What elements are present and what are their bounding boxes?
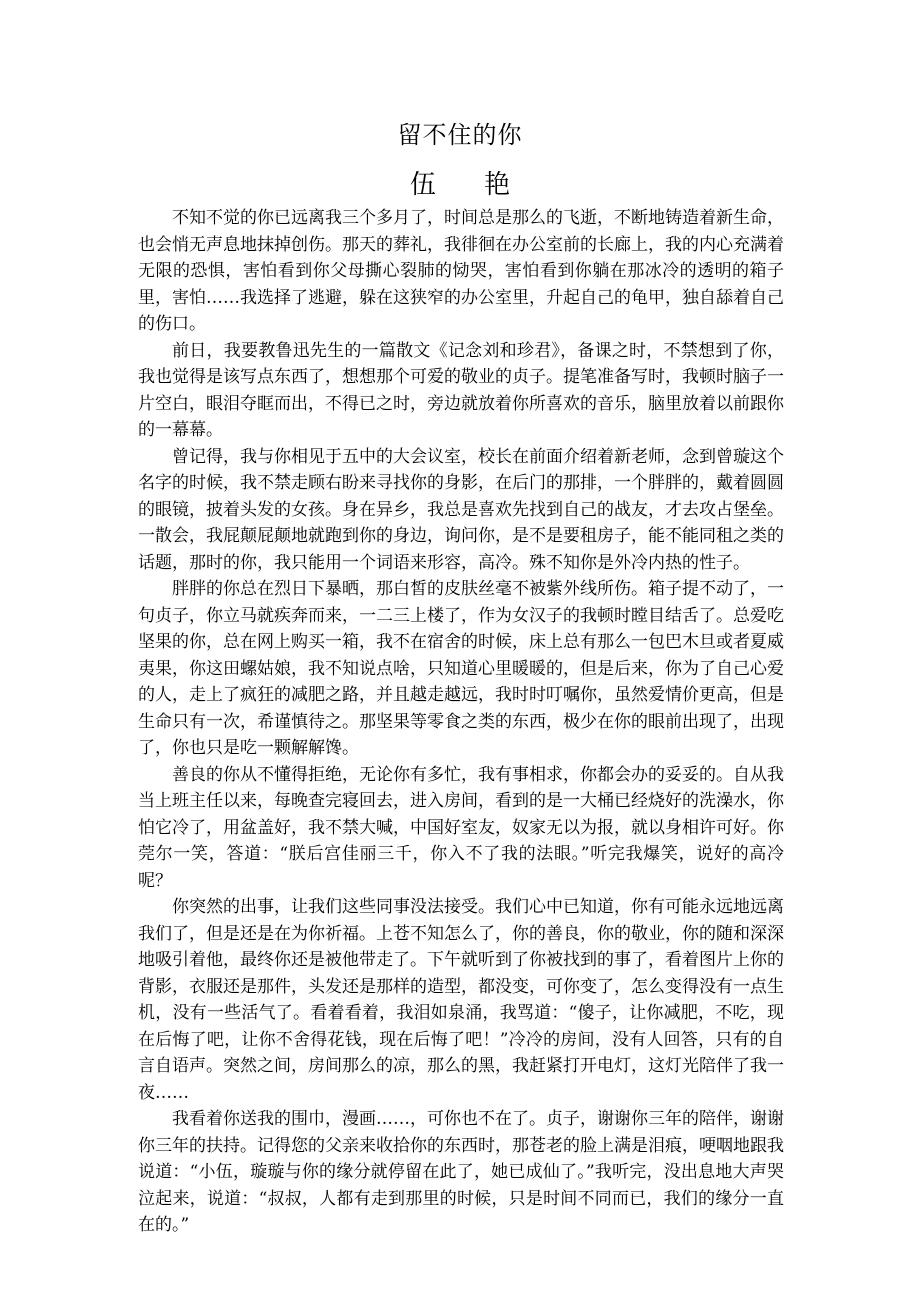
document-body [138,205,784,1239]
paragraph: 胖胖的你总在烈日下暴晒，那白皙的皮肤丝毫不被紫外线所伤。箱子提不动了，一句贞子，你立马就疾奔而来，一二三上楼了，作为女汉子的我顿时瞠目结舌了。总爱吃坚果的你，总在网上购买一箱，我不在宿舍的时候，床上总有那么一包巴木旦或者夏威夷果，你这田螺姑娘，我不知说点啥，只知道心里暖暖的，但是后来，你为了自己心爱的人，走上了疯狂的减肥之路，并且越走越远，我时时叮嘱你，虽然爱情价更高，但是生命只有一次，希谨慎待之。那坚果等零食之类的东西，极少在你的眼前出现了，出现了，你也只是吃一颗解解馋。 [138,579,784,758]
paragraph: 曾记得，我与你相见于五中的大会议室，校长在前面介绍着新老师，念到曾璇这个名字的时候，我不禁走顾右盼来寻找你的身影，在后门的那排，一个胖胖的，戴着圆圆的眼镜，披着头发的女孩。身在异乡，我总是喜欢先找到自己的战友，才去攻占堡垒。一散会，我屁颠屁颠地就跑到你的身边，询问你，是不是要租房子，能不能同租之类的话题，那时的你，我只能用一个词语来形容，高冷。殊不知你是外冷内热的性子。 [138,446,784,573]
paragraph: 不知不觉的你已远离我三个多月了，时间总是那么的飞逝，不断地铸造着新生命，也会悄无声息地抹掉创伤。那天的葬礼，我徘徊在办公室前的长廊上，我的内心充满着无限的恐惧，害怕看到你父母撕心裂肺的恸哭，害怕看到你躺在那冰冷的透明的箱子里，害怕……我选择了逃避，躲在这狭窄的办公室里，升起自己的龟甲，独自舔着自己的伤口。 [138,208,784,334]
paragraph: 你突然的出事，让我们这些同事没法接受。我们心中已知道，你有可能永远地远离我们了，但是还是在为你祈福。上苍不知怎么了，你的善良，你的敬业，你的随和深深地吸引着他，最终你还是被他带走了。下午就听到了你被找到的事了，看着图片上你的背影，衣服还是那件，头发还是那样的造型，都没变，可你变了，怎么变得没有一点生机，没有一些活气了。看着看着，我泪如泉涌，我骂道：“傻子，让你减肥，不吃，现在后悔了吧，让你不舍得花钱，现在后悔了吧！”冷冷的房间，没有人回答，只有的自言自语声。突然之间，房间那么的凉，那么的黑，我赶紧打开电灯，这灯光陪伴了我一夜…… [138,897,784,1103]
paragraph: 善良的你从不懂得拒绝，无论你有多忙，我有事相求，你都会办的妥妥的。自从我当上班主任以来，每晚查完寝回去，进入房间，看到的是一大桶已经烧好的洗澡水，你怕它冷了，用盆盖好，我不禁大喊，中国好室友，奴家无以为报，就以身相许可好。你莞尔一笑，答道：“朕后宫佳丽三千，你入不了我的法眼。”听完我爆笑，说好的高冷呢？ [138,764,784,891]
document-title: 留不住的你 [397,121,523,149]
paragraph: 我看着你送我的围巾，漫画……，可你也不在了。贞子，谢谢你三年的陪伴，谢谢你三年的扶持。记得您的父亲来收拾你的东西时，那苍老的脸上满是泪痕，哽咽地跟我说道：“小伍，璇璇与你的缘分就停留在此了，她已成仙了。”我听完，没出息地大声哭泣起来，说道：“叔叔，人都有走到那里的时候，只是时间不同而已，我们的缘分一直在的。” [138,1109,784,1235]
document-author: 伍 艳 [409,170,531,200]
paragraph: 前日，我要教鲁迅先生的一篇散文《记念刘和珍君》，备课之时，不禁想到了你，我也觉得是该写点东西了，想想那个可爱的敬业的贞子。提笔准备写时，我顿时脑子一片空白，眼泪夺眶而出，不得已之时，旁边就放着你所喜欢的音乐，脑里放着以前跟你的一幕幕。 [138,340,784,440]
